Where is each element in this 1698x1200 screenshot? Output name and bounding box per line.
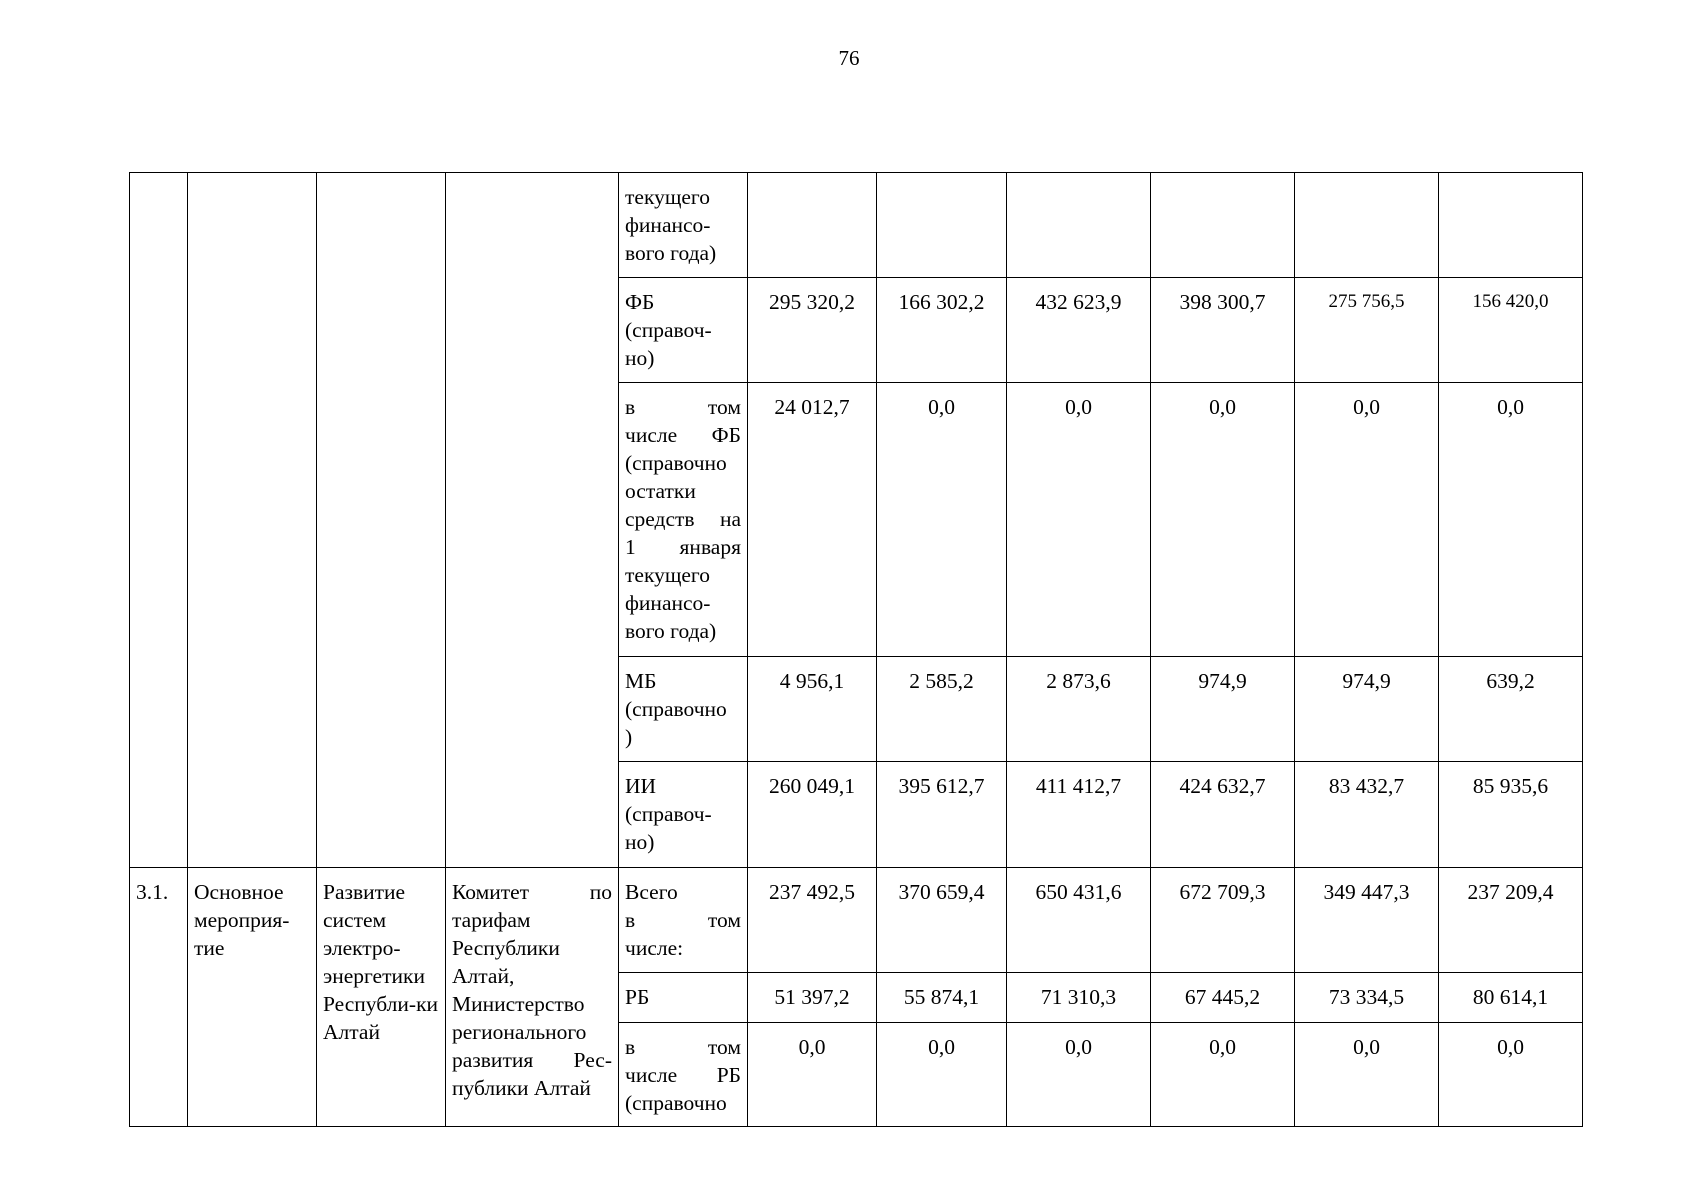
page-number: 76 — [838, 46, 860, 70]
funding-source-label: ИИ (справоч- но) — [619, 762, 748, 868]
value-cell — [1007, 173, 1151, 278]
value-cell: 24 012,7 — [748, 383, 877, 657]
funding-source-label: МБ (справочно ) — [619, 657, 748, 762]
value-cell: 0,0 — [1007, 383, 1151, 657]
number-cell-continued — [130, 173, 188, 868]
value-cell: 395 612,7 — [877, 762, 1007, 868]
activity-type: Основное мероприя-тие — [188, 868, 317, 1127]
table-row — [130, 868, 1583, 973]
value-cell: 0,0 — [1295, 1023, 1439, 1127]
value-cell: 0,0 — [877, 1023, 1007, 1127]
value-cell: 4 956,1 — [748, 657, 877, 762]
activity-executor: Комитет по тарифам Республики Алтай, Министерство регионального развития Рес-публики Алтай — [446, 868, 619, 1127]
value-cell — [748, 173, 877, 278]
funding-source-label: РБ — [619, 973, 748, 1023]
funding-source-label: в том числе ФБ (справочно остатки средств на 1 января текущего финансо- вого года) — [619, 383, 748, 657]
value-cell: 83 432,7 — [1295, 762, 1439, 868]
activity-number: 3.1. — [130, 868, 188, 1127]
value-cell: 85 935,6 — [1439, 762, 1583, 868]
value-cell: 237 209,4 — [1439, 868, 1583, 973]
funding-source-label: в том числе РБ (справочно — [619, 1023, 748, 1127]
value-cell: 73 334,5 — [1295, 973, 1439, 1023]
name-cell-continued — [317, 173, 446, 868]
value-cell: 55 874,1 — [877, 973, 1007, 1023]
value-cell: 166 302,2 — [877, 278, 1007, 383]
value-cell: 0,0 — [1295, 383, 1439, 657]
value-cell — [1151, 173, 1295, 278]
value-cell — [877, 173, 1007, 278]
value-cell: 370 659,4 — [877, 868, 1007, 973]
value-cell: 80 614,1 — [1439, 973, 1583, 1023]
value-cell: 67 445,2 — [1151, 973, 1295, 1023]
value-cell: 974,9 — [1151, 657, 1295, 762]
value-cell: 650 431,6 — [1007, 868, 1151, 973]
value-cell: 0,0 — [748, 1023, 877, 1127]
type-cell-continued — [188, 173, 317, 868]
value-cell: 2 585,2 — [877, 657, 1007, 762]
funding-source-label: текущего финансо- вого года) — [619, 173, 748, 278]
value-cell: 349 447,3 — [1295, 868, 1439, 973]
value-cell: 0,0 — [877, 383, 1007, 657]
value-cell: 0,0 — [1151, 383, 1295, 657]
value-cell: 71 310,3 — [1007, 973, 1151, 1023]
value-cell: 411 412,7 — [1007, 762, 1151, 868]
value-cell: 0,0 — [1007, 1023, 1151, 1127]
financing-table — [129, 172, 1583, 1127]
value-cell: 275 756,5 — [1295, 278, 1439, 383]
executor-cell-continued — [446, 173, 619, 868]
table-row — [130, 173, 1583, 278]
funding-source-label: ФБ (справоч- но) — [619, 278, 748, 383]
value-cell: 432 623,9 — [1007, 278, 1151, 383]
value-cell: 424 632,7 — [1151, 762, 1295, 868]
value-cell: 295 320,2 — [748, 278, 877, 383]
value-cell: 2 873,6 — [1007, 657, 1151, 762]
value-cell: 398 300,7 — [1151, 278, 1295, 383]
value-cell — [1439, 173, 1583, 278]
value-cell: 672 709,3 — [1151, 868, 1295, 973]
value-cell: 974,9 — [1295, 657, 1439, 762]
value-cell: 0,0 — [1439, 383, 1583, 657]
value-cell: 237 492,5 — [748, 868, 877, 973]
value-cell — [1295, 173, 1439, 278]
value-cell: 156 420,0 — [1439, 278, 1583, 383]
value-cell: 0,0 — [1151, 1023, 1295, 1127]
value-cell: 51 397,2 — [748, 973, 877, 1023]
value-cell: 0,0 — [1439, 1023, 1583, 1127]
funding-source-label: Всего в том числе: — [619, 868, 748, 973]
value-cell: 639,2 — [1439, 657, 1583, 762]
value-cell: 260 049,1 — [748, 762, 877, 868]
activity-name: Развитие систем электро-энергетики Республи-ки Алтай — [317, 868, 446, 1127]
